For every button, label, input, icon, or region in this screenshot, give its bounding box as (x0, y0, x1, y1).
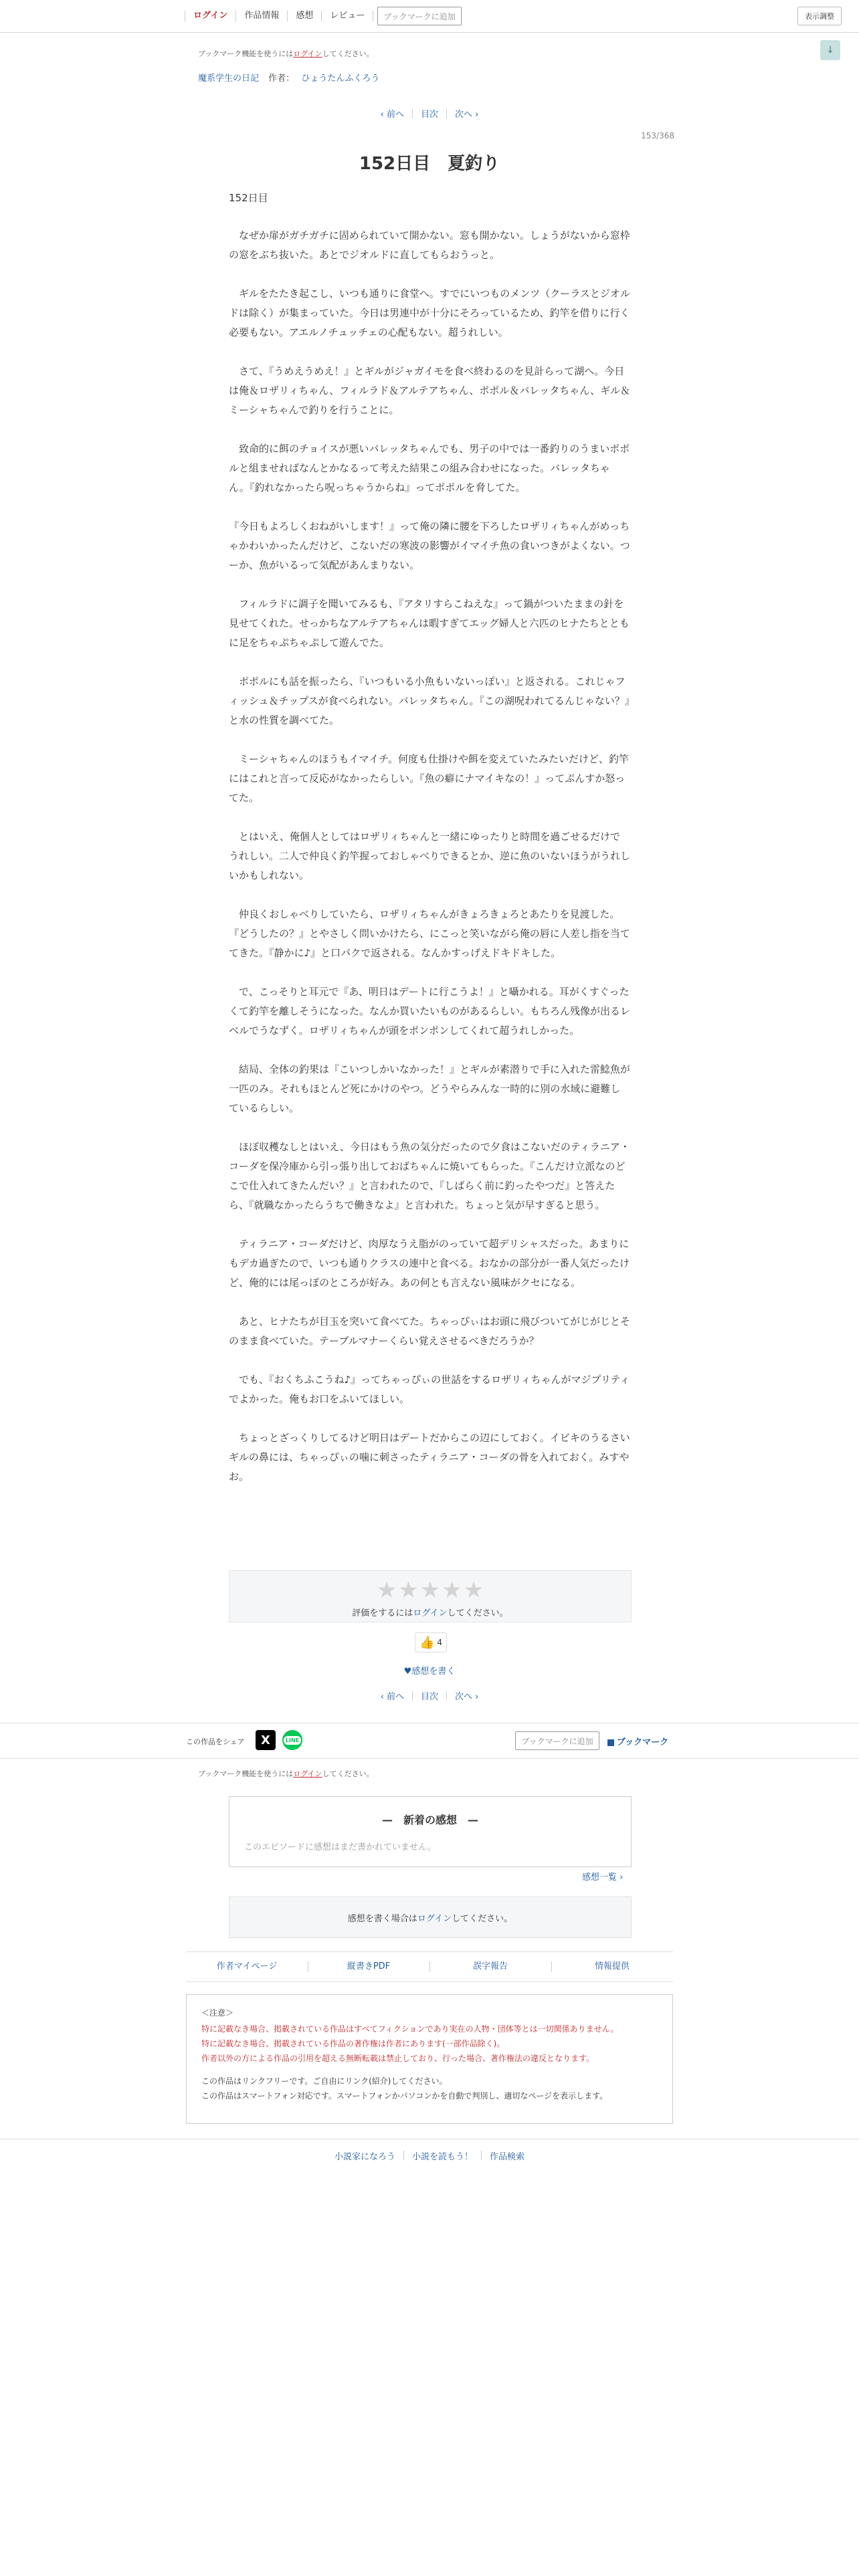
login-link-impression[interactable]: ログイン (417, 1913, 452, 1924)
star-icon[interactable]: ★ (376, 1577, 397, 1604)
impression-login-box: 感想を書く場合は ログイン してください。 (229, 1897, 632, 1938)
bookmark-login-notice: ブックマーク機能を使うにはログインしてください。 (198, 49, 374, 58)
narou-link[interactable]: 小説家になろう (334, 2152, 395, 2162)
site-header (0, 0, 859, 33)
body-paragraph: ちょっとざっくりしてるけど明日はデートだからこの辺にしておく。イビキのうるさいギルの鼻には、ちゃっぴぃの噛に刺さったティラニア・コーダの骨を入れておく。みすやお。 (229, 1432, 630, 1483)
bottom-pager (0, 1689, 859, 1702)
body-paragraph: ギルをたたき起こし、いつも通りに食堂へ。すでにいつものメンツ（クーラスとジオルドは除く）が集まっていた。今日は男連中が十分にそろっているため、釣竿を借りに行く必要もない。アエルノチュッチェの心配もない。超うれしい。 (229, 288, 630, 338)
login-link-inline[interactable]: ログイン (293, 1769, 322, 1778)
body-paragraph: フィルラドに調子を聞いてみるも、『アタリすらこねえな』って鍋がついたままの針を見せてくれた。せっかちなアルテアちゃんは暇すぎてエッグ婦人と六匹のヒナたちとともに足をちゃぷちゃぷして遊んでた。 (229, 598, 630, 649)
notice-box (186, 1994, 673, 2124)
bookmark-add-button[interactable]: ブックマークに追加 (515, 1731, 599, 1750)
next-link[interactable]: 次へ › (455, 110, 479, 120)
body-paragraph: ほぼ収穫なしとはいえ、今日はもう魚の気分だったので夕食はこないだのティラニア・コーダを保冷庫から引っ張り出しておばちゃんに焼いてもらった。『こんだけ立派なのどこで仕入れてきたんだい？』と言われたので、『しばらく前に釣ったやつだ』と答えたら、『就職なかったらうちで働きなよ』と言われた。ちょっと気が早すぎると思う。 (229, 1141, 630, 1211)
chapter-title: 152日目 夏釣り (359, 154, 500, 174)
top-nav (185, 4, 462, 28)
vertical-pdf-link[interactable]: 縦書きPDF (308, 1952, 430, 1981)
author-label: 作者： (268, 74, 295, 84)
login-link-inline[interactable]: ログイン (293, 49, 322, 58)
notice-reprint: 作者以外の方による作品の引用を超える無断転載は禁止しており、行った場合、著作権法の違反となります。 (201, 2054, 595, 2063)
new-impressions-box (229, 1796, 632, 1867)
share-bar (0, 1723, 859, 1759)
rating-box (229, 1570, 632, 1622)
yomou-link[interactable]: 小説を読もう！ (411, 2152, 473, 2162)
body-paragraph: 致命的に餌のチョイスが悪いバレッタちゃんでも、男子の中では一番釣りのうまいポポルと組ませればなんとかなるって考えた結果この組み合わせになった。バレッタちゃん。『釣れなかったら呪っちゃうからね』ってポポルを脅してた。 (229, 443, 630, 494)
body-paragraph: さて、『うめえうめえ！』とギルがジャガイモを食べ終わるのを見計らって湖へ。今日は俺＆ロザリィちゃん、フィルラド＆アルテアちゃん、ポポル＆バレッタちゃん、ギル＆ミーシャちゃんで釣りを行うことに。 (229, 365, 631, 416)
notice-fiction: 特に記載なき場合、掲載されている作品はすべてフィクションであり実在の人物・団体等とは一切関係ありません。 (201, 2024, 619, 2034)
rating-stars (229, 1579, 631, 1602)
author-link[interactable]: ひょうたんふくろう (301, 74, 380, 84)
series-info (198, 71, 379, 84)
login-link[interactable]: ログイン (185, 11, 236, 21)
star-icon[interactable]: ★ (442, 1577, 462, 1604)
login-link-rating[interactable]: ログイン (413, 1608, 448, 1618)
notice-linkfree: この作品はリンクフリーです。ご自由にリンク(紹介)してください。 (201, 2076, 448, 2086)
line-share-icon[interactable]: LINE (282, 1730, 302, 1750)
next-link[interactable]: 次へ › (455, 1692, 479, 1702)
scroll-down-icon[interactable]: ↓ (820, 40, 840, 60)
impressions-empty: このエピソードに感想はまだ書かれていません。 (244, 1842, 436, 1852)
notice-heading: ＜注意＞ (201, 2008, 234, 2018)
body-paragraph: なぜか扉がガチガチに固められていて開かない。窓も開かない。しょうがないから窓枠の窓をぶち抜いた。あとでジオルドに直してもらおうっと。 (229, 229, 630, 261)
share-label: この作品をシェア (186, 1737, 245, 1746)
body-paragraph: で、こっそりと耳元で『あ、明日はデートに行こうよ！』と囁かれる。耳がくすぐったくて釣竿を離しそうになった。なんか買いたいものがあるらしい。もちろん残像が出るレベルでうなずく。ロザリィちゃんが頭をポンポンしてくれて超うれしかった。 (229, 986, 631, 1037)
like-button[interactable] (415, 1632, 447, 1652)
body-paragraph: 『今日もよろしくおねがいします！』って俺の隣に腰を下ろしたロザリィちゃんがめっちゃかわいかったんだけど、こないだの寒波の影響がイマイチ魚の食いつきがよくない。つーか、魚がいるって気配があんまりない。 (229, 520, 630, 571)
body-paragraph: ポポルにも話を振ったら、『いつもいる小魚もいないっぽい』と返される。これじゃフィッシュ＆チップスが食べられない。バレッタちゃん。『この湖呪われてるんじゃない？』と水の性質を調べてた。 (229, 675, 630, 726)
reviews-link[interactable]: レビュー (322, 11, 373, 21)
prev-link[interactable]: ‹ 前へ (380, 110, 404, 120)
body-paragraph: 結局、全体の釣果は『こいつしかいなかった！』とギルが素潜りで手に入れた雷鯰魚が一匹のみ。それもほとんど死にかけのやつ。どうやらみんな一時的に別の水域に避難しているらしい。 (229, 1063, 630, 1114)
bookmark-icon (607, 1739, 614, 1746)
body-paragraph: ミーシャちゃんのほうもイマイチ。何度も仕掛けや餌を変えていたみたいだけど、釣竿にはこれと言って反応がなかったらしい。『魚の癖にナマイキなの！』ってぷんすか怒ってた。 (229, 753, 630, 804)
prev-link[interactable]: ‹ 前へ (380, 1692, 404, 1702)
thumbs-up-icon: 👍 (419, 1635, 435, 1650)
body-paragraph: あと、ヒナたちが目玉を突いて食べてた。ちゃっぴぃはお頭に飛びついてがじがじとそのまま食べていた。テーブルマナーくらい覚えさせるべきだろうか？ (229, 1315, 631, 1347)
like-count: 4 (437, 1638, 443, 1647)
display-settings-button[interactable]: 表示調整 (797, 7, 842, 25)
body-paragraph: ティラニア・コーダだけど、肉厚なうえ脂がのっていて超デリシャスだった。あまりにもデカ過ぎたので、いつも通りクラスの連中と食べる。おなかの部分が一番人気だったけど、俺的には尾っぽのところが好み。あの何とも言えない風味がクセになる。 (229, 1238, 630, 1289)
star-icon[interactable]: ★ (419, 1577, 441, 1604)
write-impression-link[interactable]: ♥感想を書く (403, 1667, 456, 1677)
body-paragraph: でも、『おくちふこうね♪』ってちゃっぴぃの世話をするロザリィちゃんがマジプリティでよかった。俺もお口をふいてほしい。 (229, 1374, 630, 1405)
toc-link[interactable]: 目次 (420, 110, 438, 120)
series-title-link[interactable]: 魔系学生の日記 (198, 74, 260, 84)
search-link[interactable]: 作品検索 (490, 2152, 525, 2162)
bookmark-add-button[interactable]: ブックマークに追加 (377, 7, 461, 25)
work-footer-links (186, 1951, 673, 1982)
body-paragraph: とはいえ、俺個人としてはロザリィちゃんと一緒にゆったりと時間を過ごせるだけでうれしい。二人で仲良く釣竿握っておしゃべりできるとか、逆に魚のいないほうがうれしいかもしれない。 (229, 831, 631, 881)
toc-link[interactable]: 目次 (420, 1692, 438, 1702)
page-count: 153/368 (641, 131, 674, 140)
author-mypage-link[interactable]: 作者マイページ (216, 1961, 278, 1971)
body-paragraph: 仲良くおしゃべりしていたら、ロザリィちゃんがきょろきょろとあたりを見渡した。『どうしたの？』とやさしく問いかけたら、にこっと笑いながら俺の唇に人差し指を当ててきた。『静かに♪』と口パクで返される。なんかすっげえドキドキした。 (229, 908, 630, 959)
bookmark-link[interactable]: ブックマーク (607, 1735, 668, 1747)
info-provide-link[interactable]: 情報提供 (551, 1952, 673, 1981)
rating-login-notice: 評価をするにはログインしてください。 (352, 1608, 508, 1618)
chapter-subtitle: 152日目 (229, 192, 268, 204)
site-footer-links (0, 2149, 859, 2162)
typo-report-link[interactable]: 誤字報告 (430, 1952, 551, 1981)
top-pager (0, 107, 859, 120)
impressions-title: — 新着の感想 — (381, 1814, 478, 1826)
impressions-link[interactable]: 感想 (288, 11, 322, 21)
notice-copyright: 特に記載なき場合、掲載されている作品の著作権は作者にあります(一部作品除く)。 (201, 2039, 505, 2048)
bookmark-login-notice: ブックマーク機能を使うにはログインしてください。 (198, 1769, 374, 1778)
x-share-icon[interactable]: X (256, 1730, 276, 1750)
star-icon[interactable]: ★ (463, 1577, 484, 1604)
work-info-link[interactable]: 作品情報 (236, 11, 288, 21)
chapter-body (229, 226, 630, 1506)
notice-smartphone: この作品はスマートフォン対応です。スマートフォンかパソコンかを自動で判別し、適切なページを表示します。 (201, 2091, 608, 2101)
impressions-list-link[interactable]: 感想一覧 › (582, 1872, 624, 1883)
star-icon[interactable]: ★ (398, 1577, 419, 1604)
